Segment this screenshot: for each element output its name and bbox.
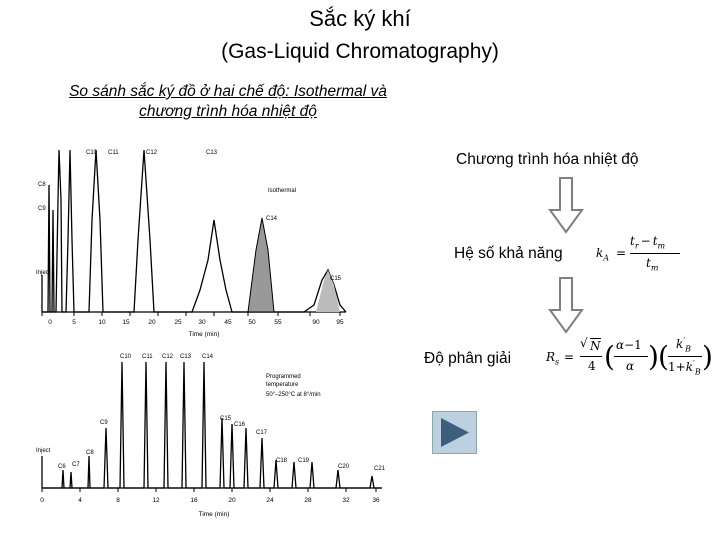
- peak-label: C15: [220, 416, 232, 422]
- axis-label: Time (min): [198, 511, 230, 518]
- tick-label: 16: [190, 497, 198, 504]
- play-icon: [433, 412, 476, 453]
- peak-label: C9: [100, 420, 108, 426]
- tick-label: 25: [174, 319, 182, 326]
- tick-label: 28: [304, 497, 312, 504]
- formula-lhs: $R_s$: [546, 350, 560, 367]
- flow-step-temperature-programming: Chương trình hóa nhiệt độ: [456, 151, 639, 168]
- flow-step-capacity-factor: Hệ số khả năng: [454, 245, 563, 262]
- peak-label: C20: [338, 464, 350, 470]
- capacity-factor-formula: [594, 234, 684, 274]
- peak-label: C18: [276, 458, 288, 464]
- formula-numerator: $t_r - t_m$: [630, 234, 666, 251]
- annotation: temperature: [266, 382, 299, 388]
- programmed-chromatogram: [34, 344, 394, 528]
- peak-label: C15: [330, 276, 342, 282]
- tick-label: 30: [198, 319, 206, 326]
- peak-label: C21: [374, 466, 386, 472]
- arrow-1-shape: [550, 178, 582, 232]
- peak-label: C13: [206, 150, 218, 156]
- down-arrow-icon: [546, 276, 586, 334]
- annotation: Isothermal: [268, 188, 297, 194]
- comparison-caption: [28, 82, 428, 122]
- paren-left: (: [658, 340, 669, 373]
- fraction-bar: [630, 253, 680, 254]
- formula-k-den: $1+k'_B$: [668, 359, 701, 377]
- tick-label: 36: [372, 497, 380, 504]
- peak-label: C11: [108, 150, 119, 156]
- tick-label: 4: [78, 497, 82, 504]
- peak-label: C11: [142, 354, 153, 360]
- tick-label: 95: [336, 319, 344, 326]
- tick-label: 0: [40, 497, 44, 504]
- axis-label: Time (min): [188, 331, 220, 338]
- peak-label: C7: [72, 462, 80, 468]
- tick-label: 50: [248, 319, 256, 326]
- peak-label: C8: [86, 450, 94, 456]
- play-triangle: [441, 418, 469, 447]
- tick-label: 12: [152, 497, 160, 504]
- fraction-bar: [580, 356, 602, 357]
- tick-label: 10: [98, 319, 106, 326]
- formula-k-num: $k'_B$: [676, 336, 691, 354]
- peak-label: C10: [120, 354, 132, 360]
- down-arrow-icon: [546, 176, 586, 234]
- fraction-bar: [614, 356, 648, 357]
- paren-right: ): [648, 340, 659, 373]
- tick-label: 45: [224, 319, 232, 326]
- sqrt-symbol: √: [580, 336, 588, 350]
- resolution-formula: [544, 334, 712, 386]
- comparison-line-2: chương trình hóa nhiệt độ: [139, 103, 317, 120]
- formula-lhs: $k_A$: [596, 246, 610, 263]
- page-subtitle: (Gas-Liquid Chromatography): [221, 40, 499, 63]
- tick-label: 24: [266, 497, 274, 504]
- peak-label: C6: [58, 464, 66, 470]
- peak-label: C12: [162, 354, 174, 360]
- isothermal-chromatogram: [34, 140, 354, 340]
- peak-label: C8: [38, 182, 46, 188]
- annotation: Programmed: [266, 374, 301, 380]
- formula-equals: =: [564, 350, 575, 364]
- peak-c14-shaded: [248, 218, 274, 312]
- peak-label: C17: [256, 430, 268, 436]
- formula-alpha-den: α: [626, 359, 635, 373]
- formula-equals: =: [616, 246, 627, 260]
- peak-label: C9: [38, 206, 46, 212]
- formula-root: N: [590, 339, 601, 353]
- trace-isothermal: [42, 150, 346, 312]
- paren-left: (: [604, 340, 615, 373]
- paren-right: ): [702, 340, 713, 373]
- trace-programmed: [42, 362, 382, 488]
- peak-label: C13: [180, 354, 192, 360]
- formula-four: 4: [588, 359, 596, 373]
- tick-label: 32: [342, 497, 350, 504]
- comparison-line-1: So sánh sắc ký đồ ở hai chế độ: Isothermal và: [69, 83, 387, 100]
- flow-step-resolution: Độ phân giải: [424, 350, 512, 367]
- play-button[interactable]: [432, 411, 477, 454]
- annotation: 50°–250°C at 8°/min: [266, 392, 321, 398]
- tick-label: 55: [274, 319, 282, 326]
- arrow-2-shape: [550, 278, 582, 332]
- tick-label: 0: [48, 319, 52, 326]
- tick-label: 20: [228, 497, 236, 504]
- tick-label: 8: [116, 497, 120, 504]
- peak-label: C10: [86, 150, 98, 156]
- tick-label: 90: [312, 319, 320, 326]
- inject-label: Inject: [36, 448, 51, 454]
- peak-label: C14: [202, 354, 214, 360]
- peak-label: C14: [266, 216, 278, 222]
- fraction-bar: [668, 356, 702, 357]
- tick-label: 20: [148, 319, 156, 326]
- peak-label: C16: [234, 422, 246, 428]
- formula-alpha-num: α−1: [616, 338, 642, 352]
- tick-label: 5: [72, 319, 76, 326]
- page-title: Sắc ký khí: [309, 6, 411, 31]
- peak-label: C12: [146, 150, 158, 156]
- inject-label: Inject: [36, 270, 51, 276]
- peak-label: C19: [298, 458, 310, 464]
- formula-denominator: $t_m$: [646, 256, 659, 273]
- tick-label: 15: [122, 319, 130, 326]
